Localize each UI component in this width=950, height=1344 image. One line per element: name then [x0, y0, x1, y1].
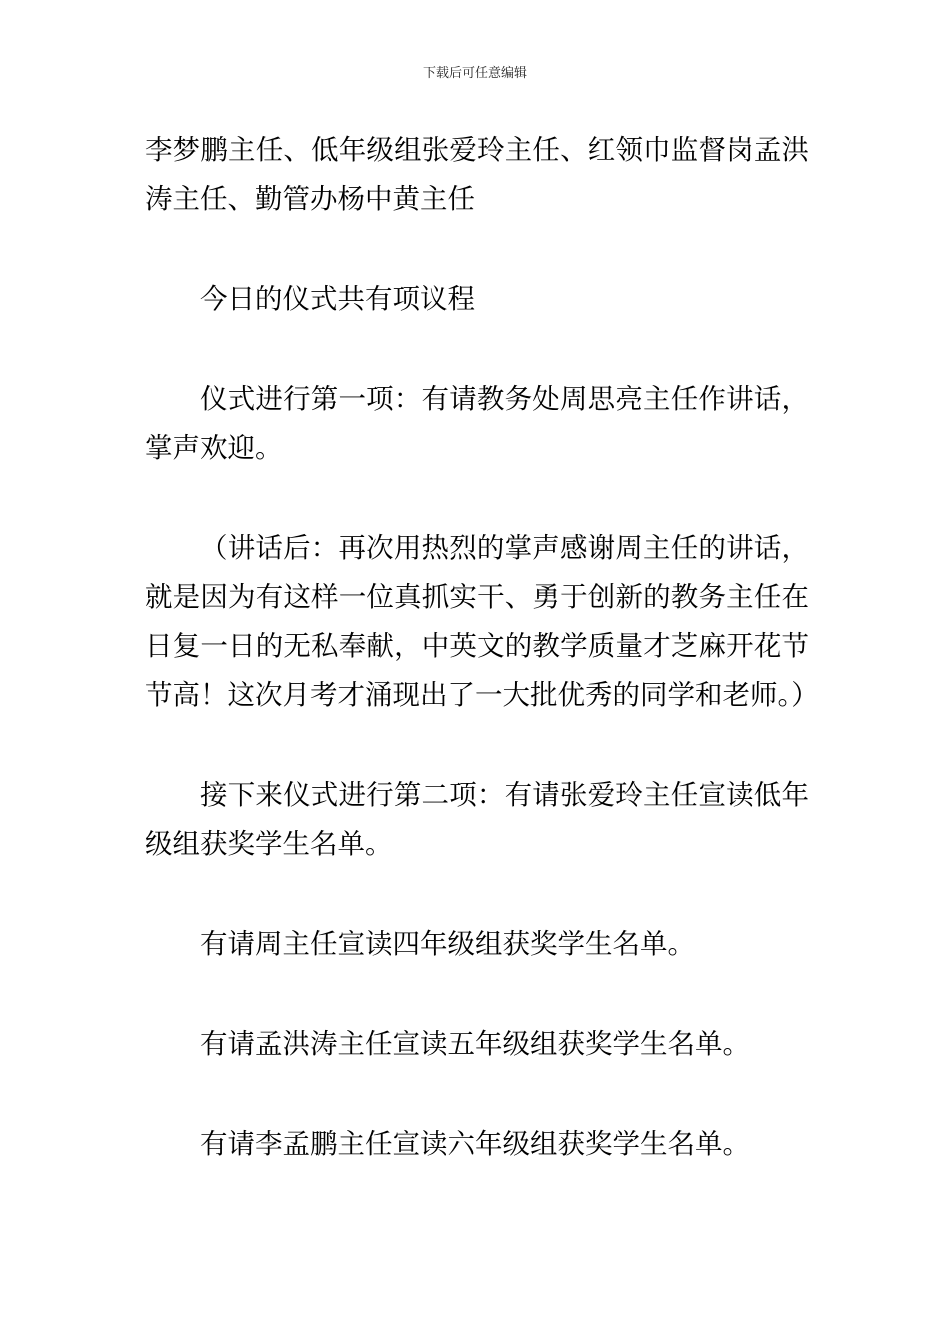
- paragraph-grade-four: 有请周主任宣读四年级组获奖学生名单。: [200, 928, 695, 960]
- paragraph-grade-five: 有请孟洪涛主任宣读五年级组获奖学生名单。: [200, 1028, 750, 1060]
- document-body: [145, 126, 819, 1220]
- paragraph-after-speech: （讲话后：再次用热烈的掌声感谢周主任的讲话，就是因为有这样一位真抓实干、勇于创新的教务主任在日复一日的无私奉献，中英文的教学质量才芝麻开花节节高！这次月考才涌现出了一大批优秀的同学和老师。）: [145, 532, 819, 711]
- paragraph-item-one: 仪式进行第一项：有请教务处周思亮主任作讲话，掌声欢迎。: [145, 383, 809, 464]
- page-header: 下载后可任意编辑: [422, 66, 527, 81]
- paragraph-grade-six: 有请李孟鹏主任宣读六年级组获奖学生名单。: [200, 1128, 750, 1160]
- paragraph-attendees: 李梦鹏主任、低年级组张爱玲主任、红领巾监督岗孟洪涛主任、勤管办杨中黄主任: [145, 134, 809, 215]
- paragraph-agenda-intro: 今日的仪式共有项议程: [200, 283, 475, 315]
- paragraph-item-two: 接下来仪式进行第二项：有请张爱玲主任宣读低年级组获奖学生名单。: [145, 779, 809, 860]
